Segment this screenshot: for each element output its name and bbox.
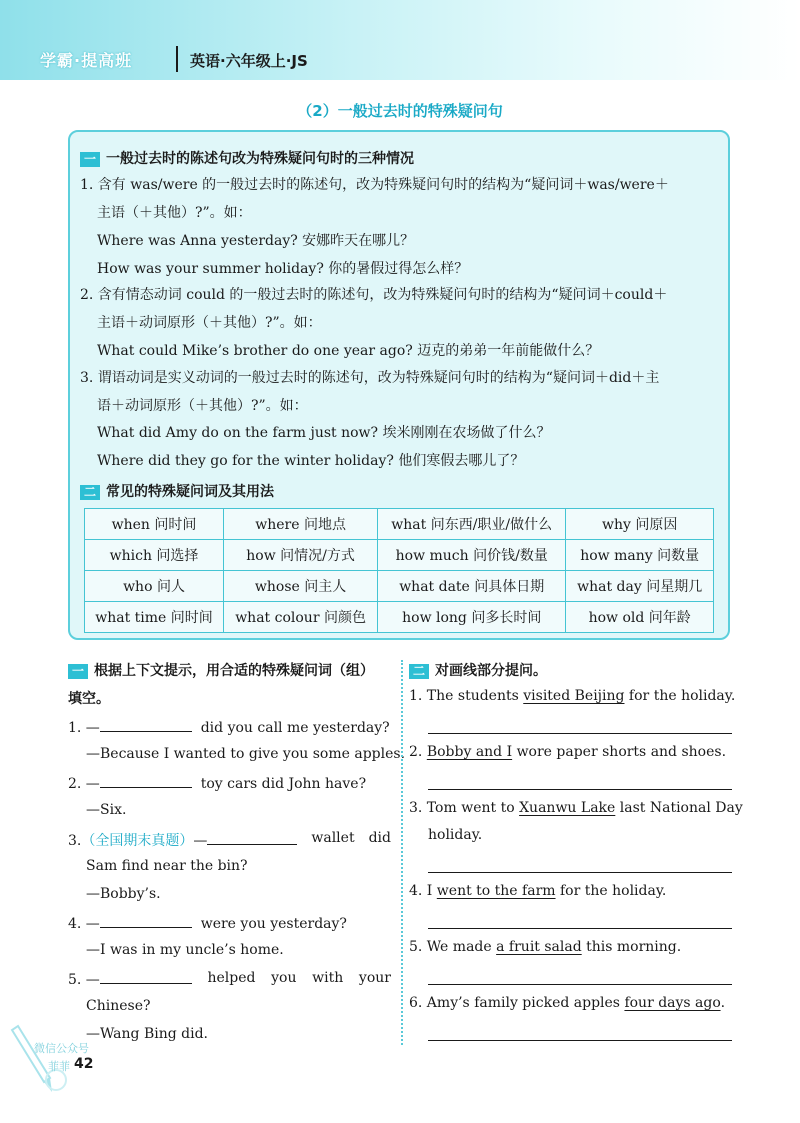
- left-q3-start: [68, 830, 297, 850]
- right-q6: [409, 990, 725, 1017]
- table-cell: why 问原因: [566, 509, 714, 540]
- underlined-phrase: a fruit salad: [496, 939, 582, 955]
- part1-heading-text: 一般过去时的陈述句改为特殊疑问句时的三种情况: [106, 151, 415, 167]
- answer-blank[interactable]: [100, 914, 192, 928]
- table-cell: what date 问具体日期: [378, 571, 566, 602]
- left-q2: [68, 774, 366, 792]
- answer-line[interactable]: [428, 872, 732, 873]
- item3-example2: Where did they go for the winter holiday? 他们寒假去哪儿了？: [97, 453, 525, 469]
- part2-heading: [80, 481, 274, 501]
- left-q2-answer: —Six.: [86, 802, 127, 818]
- brand-logo: 学霸·提高班: [40, 51, 133, 70]
- watermark-line1: 微信公众号: [34, 1042, 89, 1055]
- item1-line1: 1. 含有 was/were 的一般过去时的陈述句，改为特殊疑问句时的结构为“疑问词＋was/were＋: [80, 177, 669, 193]
- part2-heading-text: 常见的特殊疑问词及其用法: [106, 484, 275, 500]
- column-divider: [401, 660, 403, 1045]
- left-tag: 一: [68, 664, 88, 679]
- item1-example2: How was your summer holiday? 你的暑假过得怎么样？: [97, 261, 469, 277]
- table-cell: what time 问时间: [85, 602, 224, 633]
- underlined-phrase: visited Beijing: [523, 688, 625, 704]
- left-q3: [68, 830, 391, 850]
- page-number: 42: [74, 1056, 94, 1072]
- item2-line2: 主语＋动词原形（＋其他）?”。如：: [97, 315, 322, 331]
- table-cell: which 问选择: [85, 540, 224, 571]
- left-q3-answer: —Bobby’s.: [86, 886, 161, 902]
- right-q2: [409, 739, 726, 766]
- part1-tag: 一: [80, 152, 100, 167]
- right-q3-line2: holiday.: [428, 827, 483, 843]
- left-q4-text: were you yesterday?: [200, 916, 347, 932]
- left-exercise-title: [68, 660, 374, 680]
- left-q3-dash: —: [193, 833, 208, 849]
- header-banner: [0, 0, 800, 80]
- right-q4-pre: 4. I: [409, 883, 437, 899]
- source-label: （全国期末真题）: [81, 833, 194, 849]
- left-q1-text: did you call me yesterday?: [200, 720, 390, 736]
- table-row: [85, 540, 714, 571]
- left-q5-word: your: [358, 970, 391, 986]
- left-q4-num: 4. —: [68, 916, 100, 932]
- right-title-text: 对画线部分提问。: [435, 663, 548, 679]
- table-cell: whose 问主人: [224, 571, 378, 602]
- item3-line2: 语＋动词原形（＋其他）?”。如：: [97, 398, 308, 414]
- table-cell: what colour 问颜色: [224, 602, 378, 633]
- left-q5-word: with: [312, 970, 344, 986]
- answer-blank[interactable]: [100, 970, 192, 984]
- table-cell: what 问东西/职业/做什么: [378, 509, 566, 540]
- answer-line[interactable]: [428, 1040, 732, 1041]
- item3-example1: What did Amy do on the farm just now? 埃米刚刚在农场做了什么？: [97, 425, 551, 441]
- answer-line[interactable]: [428, 733, 732, 734]
- table-cell: how many 问数量: [566, 540, 714, 571]
- left-q5-word: you: [271, 970, 297, 986]
- underlined-phrase: Bobby and I: [426, 744, 513, 760]
- right-q2-post: wore paper shorts and shoes.: [512, 744, 727, 760]
- right-tag: 二: [409, 664, 429, 679]
- left-title-line2: 填空。: [68, 691, 110, 707]
- header-divider: [176, 46, 178, 72]
- right-q3: [409, 795, 743, 822]
- table-row: [85, 602, 714, 633]
- table-cell: what day 问星期几: [566, 571, 714, 602]
- underlined-phrase: Xuanwu Lake: [519, 800, 616, 816]
- item1-example1: Where was Anna yesterday? 安娜昨天在哪儿？: [97, 233, 415, 249]
- left-q1: [68, 718, 390, 736]
- table-cell: how 问情况/方式: [224, 540, 378, 571]
- right-q3-post: last National Day: [615, 800, 743, 816]
- table-cell: where 问地点: [224, 509, 378, 540]
- right-q6-pre: 6. Amy’s family picked apples: [409, 995, 625, 1011]
- right-q1: [409, 683, 735, 710]
- left-q5: [68, 970, 391, 988]
- left-q5-num: 5. —: [68, 972, 100, 988]
- right-q6-post: .: [720, 995, 726, 1011]
- answer-line[interactable]: [428, 928, 732, 929]
- table-cell: who 问人: [85, 571, 224, 602]
- table-cell: how old 问年龄: [566, 602, 714, 633]
- item2-example1: What could Mike’s brother do one year ago? 迈克的弟弟一年前能做什么？: [97, 343, 600, 359]
- right-exercise-title: [409, 660, 547, 680]
- left-q2-text: toy cars did John have?: [200, 776, 367, 792]
- right-q3-pre: 3. Tom went to: [409, 800, 520, 816]
- left-q3-word: did: [368, 830, 391, 846]
- answer-blank[interactable]: [100, 774, 192, 788]
- item1-line2: 主语（＋其他）?”。如：: [97, 205, 252, 221]
- left-q5-answer: —Wang Bing did.: [86, 1026, 208, 1042]
- item3-line1: 3. 谓语动词是实义动词的一般过去时的陈述句，改为特殊疑问句时的结构为“疑问词＋did＋主: [80, 370, 660, 386]
- left-q1-num: 1. —: [68, 720, 100, 736]
- subject-label: 英语·六年级上·JS: [190, 52, 308, 70]
- left-q3-word: wallet: [311, 830, 355, 846]
- right-q4: [409, 878, 666, 905]
- question-word-table: [84, 508, 714, 633]
- item2-line1: 2. 含有情态动词 could 的一般过去时的陈述句，改为特殊疑问句时的结构为“疑问词＋could＋: [80, 287, 668, 303]
- right-q4-post: for the holiday.: [555, 883, 667, 899]
- answer-line[interactable]: [428, 789, 732, 790]
- right-q1-pre: 1. The students: [409, 688, 524, 704]
- left-q5-start: [68, 970, 192, 988]
- watermark-line2: 菲菲: [48, 1060, 70, 1073]
- section-title: （2）一般过去时的特殊疑问句: [297, 102, 503, 120]
- table-cell: when 问时间: [85, 509, 224, 540]
- left-q3-num: 3.: [68, 833, 82, 849]
- left-q5-line2: Chinese?: [86, 998, 151, 1014]
- left-q2-num: 2. —: [68, 776, 100, 792]
- part2-tag: 二: [80, 485, 100, 500]
- table-cell: how long 问多长时间: [378, 602, 566, 633]
- right-q5-pre: 5. We made: [409, 939, 497, 955]
- answer-blank[interactable]: [207, 831, 297, 845]
- left-q5-word: helped: [207, 970, 256, 986]
- table-row: [85, 509, 714, 540]
- right-q2-pre: 2.: [409, 744, 427, 760]
- table-row: [85, 571, 714, 602]
- part1-heading: [80, 148, 414, 168]
- left-q1-answer: —Because I wanted to give you some apples.: [86, 746, 406, 762]
- table-cell: how much 问价钱/数量: [378, 540, 566, 571]
- left-q3-line2: Sam find near the bin?: [86, 858, 248, 874]
- left-q4-answer: —I was in my uncle’s home.: [86, 942, 284, 958]
- underlined-phrase: went to the farm: [436, 883, 556, 899]
- answer-blank[interactable]: [100, 718, 192, 732]
- left-title-line1: 根据上下文提示，用合适的特殊疑问词（组）: [94, 663, 375, 679]
- right-q5-post: this morning.: [581, 939, 682, 955]
- right-q5: [409, 934, 681, 961]
- answer-line[interactable]: [428, 984, 732, 985]
- right-q1-post: for the holiday.: [624, 688, 736, 704]
- left-q4: [68, 914, 347, 932]
- underlined-phrase: four days ago: [624, 995, 721, 1011]
